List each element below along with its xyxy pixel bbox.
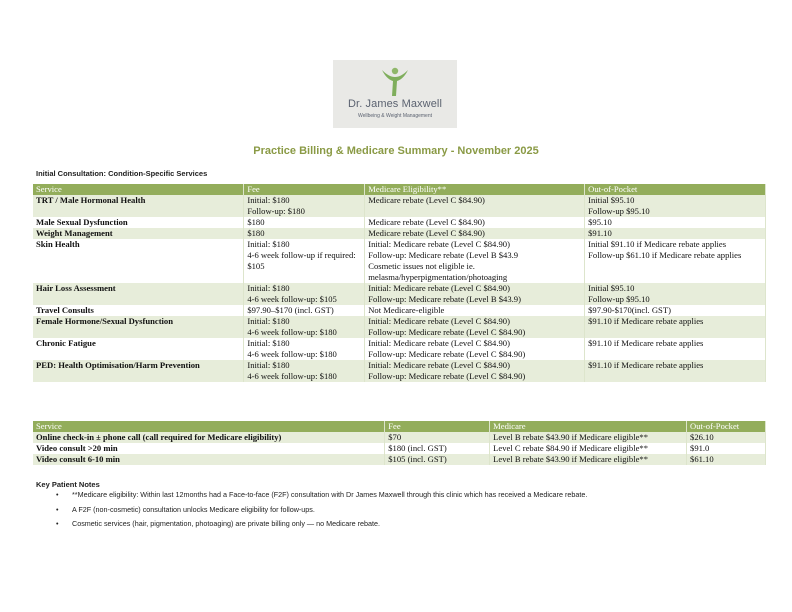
- logo-tagline: Wellbeing & Weight Management: [357, 113, 433, 119]
- cell-line: Follow-up $61.10 if Medicare rebate applies: [588, 250, 742, 260]
- list-item: • A F2F (non-cosmetic) consultation unlocks Medicare eligibility for follow-ups.: [56, 505, 756, 514]
- fee-cell: [244, 228, 365, 239]
- table-row: [33, 228, 766, 239]
- cell-line: Initial: Medicare rebate (Level C $84.90): [368, 283, 510, 293]
- cell-line: Follow-up: Medicare rebate (Level B $43.9: [368, 250, 519, 260]
- medicare-cell: [365, 338, 585, 360]
- cell-line: $91.10 if Medicare rebate applies: [588, 316, 704, 326]
- cell-line: Follow-up: Medicare rebate (Level C $84.90): [368, 371, 526, 381]
- cell-line: $180: [247, 228, 265, 238]
- out-of-pocket-cell: [585, 195, 766, 217]
- out-of-pocket-cell: [585, 283, 766, 305]
- cell-line: Cosmetic issues not eligible ie. melasma/hyperpigmentation/photoaging: [368, 261, 508, 282]
- cell-line: Initial: Medicare rebate (Level C $84.90): [368, 360, 510, 370]
- online-services-table: [33, 421, 766, 465]
- service-cell: TRT / Male Hormonal Health: [33, 195, 244, 217]
- table-row: [33, 316, 766, 338]
- cell-line: $97.90–$170 (incl. GST): [247, 305, 334, 315]
- cell-line: Follow-up: Medicare rebate (Level C $84.90): [368, 349, 526, 359]
- column-header: Medicare: [490, 421, 687, 432]
- clinic-logo: [333, 60, 457, 128]
- page-title: Practice Billing & Medicare Summary - November 2025: [253, 145, 539, 157]
- service-cell: Skin Health: [33, 239, 244, 283]
- column-header: Fee: [244, 184, 365, 195]
- table-row: [33, 195, 766, 217]
- fee-cell: [244, 283, 365, 305]
- fee-cell: $105 (incl. GST): [385, 454, 490, 465]
- cell-line: Initial: Medicare rebate (Level C $84.90): [368, 316, 510, 326]
- cell-line: Initial $95.10: [588, 195, 635, 205]
- column-header: Medicare Eligibility**: [365, 184, 585, 195]
- fee-cell: [244, 360, 365, 382]
- out-of-pocket-cell: [585, 305, 766, 316]
- table-row: [33, 338, 766, 360]
- column-header: Service: [33, 184, 244, 195]
- medicare-cell: [365, 228, 585, 239]
- service-cell: Travel Consults: [33, 305, 244, 316]
- cell-line: Initial: $180: [247, 195, 290, 205]
- cell-line: 4-6 week follow-up: $180: [247, 327, 337, 337]
- fee-cell: $70: [385, 432, 490, 443]
- column-header: Fee: [385, 421, 490, 432]
- section-heading: Initial Consultation: Condition-Specific Services: [36, 169, 208, 178]
- service-cell: Hair Loss Assessment: [33, 283, 244, 305]
- medicare-cell: [365, 239, 585, 283]
- cell-line: Initial: Medicare rebate (Level C $84.90): [368, 239, 510, 249]
- fee-cell: [244, 316, 365, 338]
- table-row: [33, 305, 766, 316]
- cell-line: 4-6 week follow-up if required: $105: [247, 250, 356, 271]
- cell-line: Initial: Medicare rebate (Level C $84.90): [368, 338, 510, 348]
- out-of-pocket-cell: $26.10: [687, 432, 766, 443]
- out-of-pocket-cell: $91.0: [687, 443, 766, 454]
- medicare-cell: [365, 316, 585, 338]
- cell-line: Initial: $180: [247, 239, 290, 249]
- cell-line: Follow-up: Medicare rebate (Level C $84.90): [368, 327, 526, 337]
- cell-line: 4-6 week follow-up: $105: [247, 294, 337, 304]
- cell-line: $97.90-$170(incl. GST): [588, 305, 671, 315]
- column-header: Out-of-Pocket: [687, 421, 766, 432]
- medicare-cell: [365, 283, 585, 305]
- cell-line: $91.10 if Medicare rebate applies: [588, 338, 704, 348]
- cell-line: Initial: $180: [247, 338, 290, 348]
- column-header: Out-of-Pocket: [585, 184, 766, 195]
- notes-list: [56, 490, 756, 534]
- fee-cell: [244, 239, 365, 283]
- table-row: [33, 443, 766, 454]
- cell-line: Medicare rebate (Level C $84.90): [368, 195, 485, 205]
- cell-line: Not Medicare-eligible: [368, 305, 445, 315]
- cell-line: Follow-up: $180: [247, 206, 305, 216]
- cell-line: 4-6 week follow-up: $180: [247, 349, 337, 359]
- cell-line: Initial $95.10: [588, 283, 635, 293]
- medicare-cell: [365, 195, 585, 217]
- table-row: [33, 239, 766, 283]
- out-of-pocket-cell: [585, 217, 766, 228]
- table-row: [33, 432, 766, 443]
- fee-cell: [244, 217, 365, 228]
- cell-line: $180: [247, 217, 265, 227]
- cell-line: Initial: $180: [247, 360, 290, 370]
- service-cell: Male Sexual Dysfunction: [33, 217, 244, 228]
- table-row: [33, 454, 766, 465]
- service-cell: PED: Health Optimisation/Harm Prevention: [33, 360, 244, 382]
- cell-line: Medicare rebate (Level C $84.90): [368, 228, 485, 238]
- column-header: Service: [33, 421, 385, 432]
- medicare-cell: [365, 360, 585, 382]
- cell-line: Follow-up: Medicare rebate (Level B $43.9): [368, 294, 521, 304]
- figure-icon: [378, 64, 412, 98]
- fee-cell: [244, 195, 365, 217]
- out-of-pocket-cell: [585, 316, 766, 338]
- out-of-pocket-cell: [585, 338, 766, 360]
- service-cell: Female Hormone/Sexual Dysfunction: [33, 316, 244, 338]
- table-row: [33, 283, 766, 305]
- medicare-cell: Level B rebate $43.90 if Medicare eligible**: [490, 454, 687, 465]
- cell-line: $91.10 if Medicare rebate applies: [588, 360, 704, 370]
- list-item: • Cosmetic services (hair, pigmentation, photoaging) are private billing only — no Medicare rebate.: [56, 519, 756, 528]
- table-row: [33, 360, 766, 382]
- out-of-pocket-cell: [585, 239, 766, 283]
- cell-line: Follow-up $95.10: [588, 294, 650, 304]
- fee-cell: [244, 338, 365, 360]
- medicare-cell: [365, 305, 585, 316]
- service-cell: Chronic Fatigue: [33, 338, 244, 360]
- out-of-pocket-cell: [585, 228, 766, 239]
- cell-line: $95.10: [588, 217, 612, 227]
- condition-services-table: [33, 184, 766, 382]
- list-item: • **Medicare eligibility: Within last 12months had a Face-to-face (F2F) consultation with Dr James Maxwell through this clinic which has received a Medicare rebate.: [56, 490, 756, 499]
- service-cell: Video consult 6-10 min: [33, 454, 385, 465]
- service-cell: Online check-in ± phone call (call required for Medicare eligibility): [33, 432, 385, 443]
- service-cell: Weight Management: [33, 228, 244, 239]
- out-of-pocket-cell: [585, 360, 766, 382]
- cell-line: 4-6 week follow-up: $180: [247, 371, 337, 381]
- cell-line: Initial: $180: [247, 283, 290, 293]
- medicare-cell: Level C rebate $84.90 if Medicare eligible**: [490, 443, 687, 454]
- fee-cell: [244, 305, 365, 316]
- notes-title: Key Patient Notes: [36, 480, 100, 489]
- cell-line: Initial: $180: [247, 316, 290, 326]
- cell-line: Initial $91.10 if Medicare rebate applies: [588, 239, 727, 249]
- medicare-cell: Level B rebate $43.90 if Medicare eligible**: [490, 432, 687, 443]
- cell-line: Medicare rebate (Level C $84.90): [368, 217, 485, 227]
- service-cell: Video consult >20 min: [33, 443, 385, 454]
- cell-line: $91.10: [588, 228, 612, 238]
- medicare-cell: [365, 217, 585, 228]
- table-row: [33, 217, 766, 228]
- out-of-pocket-cell: $61.10: [687, 454, 766, 465]
- cell-line: Follow-up $95.10: [588, 206, 650, 216]
- logo-name: Dr. James Maxwell: [348, 98, 442, 110]
- fee-cell: $180 (incl. GST): [385, 443, 490, 454]
